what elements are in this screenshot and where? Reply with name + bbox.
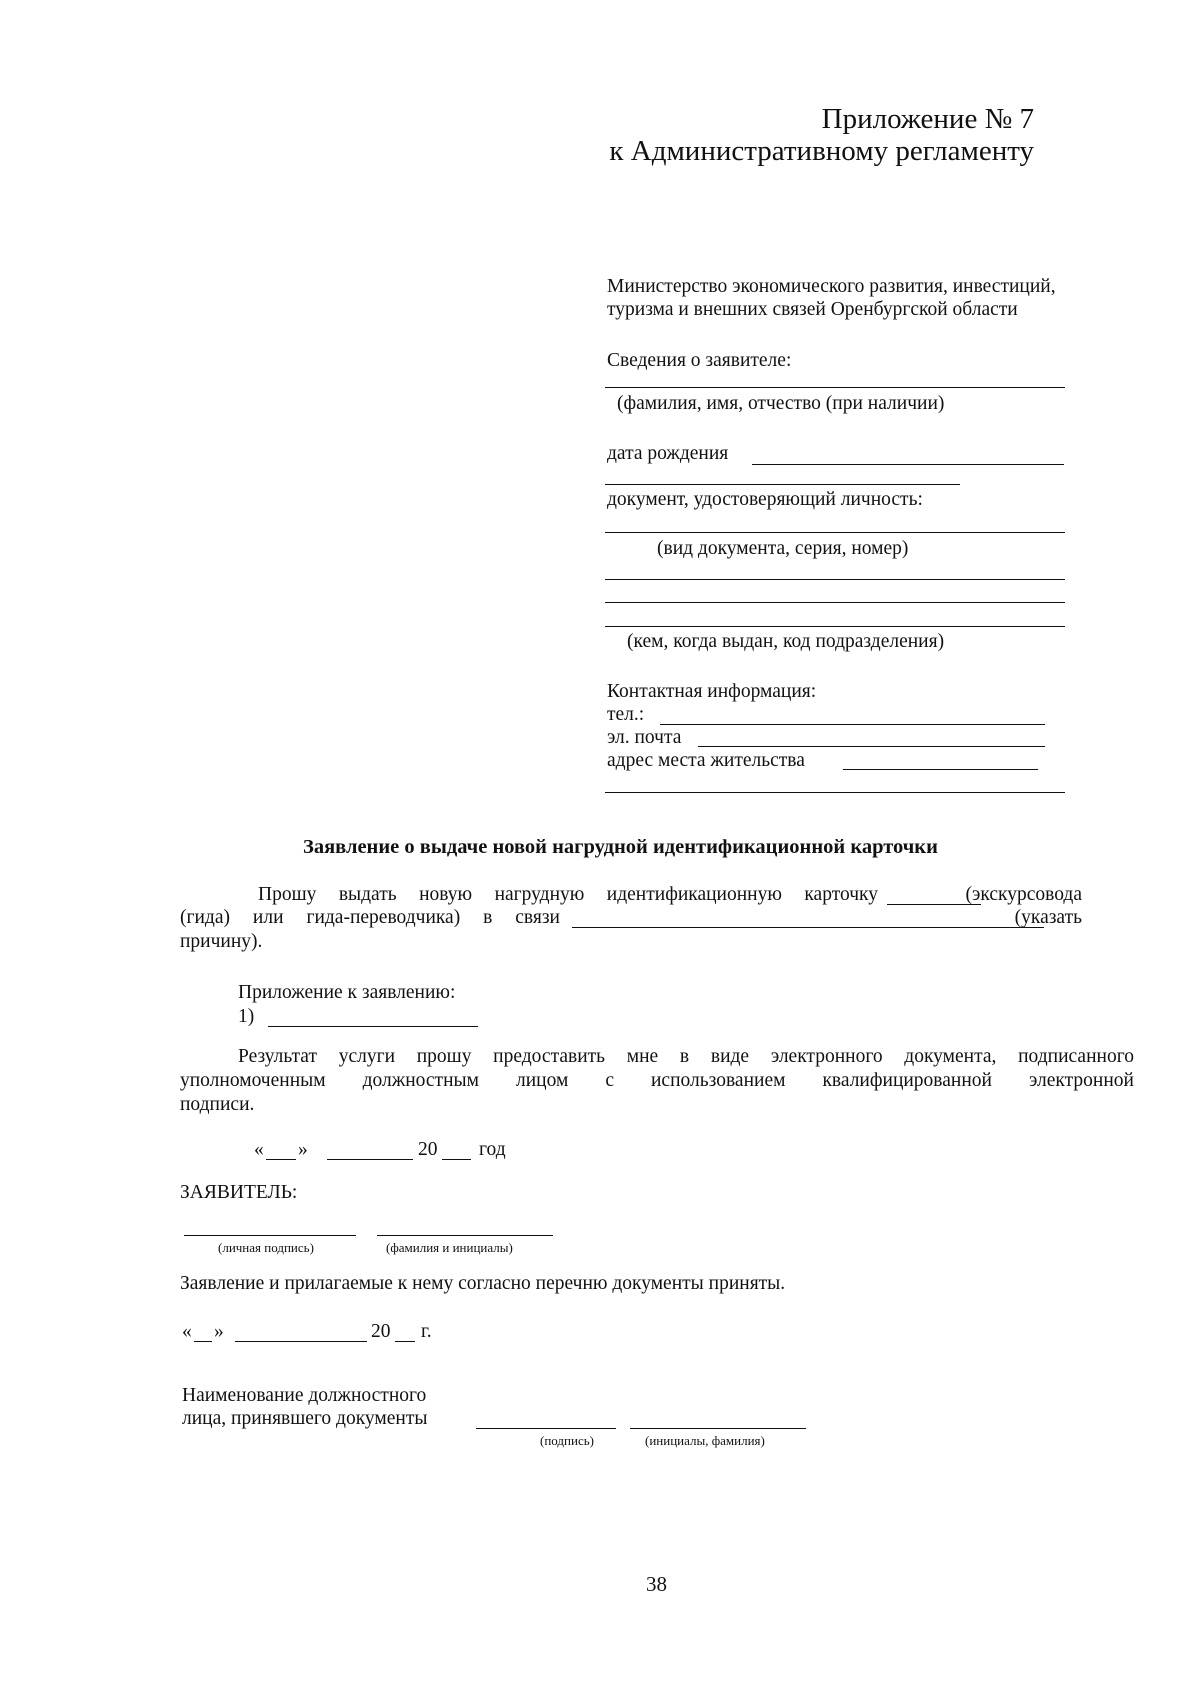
result-word: использованием [650, 1070, 786, 1091]
request-word: нагрудную [494, 884, 585, 905]
address-extra-line[interactable] [605, 792, 1065, 793]
request-word: Прошу [258, 884, 317, 905]
request-word: в [483, 907, 493, 928]
page-number: 38 [646, 1572, 667, 1596]
result-line-3: подписи. [180, 1094, 255, 1115]
official-signature-line[interactable] [476, 1428, 616, 1429]
request-line-1-tail: (экскурсовода [965, 884, 1082, 905]
issued-caption: (кем, когда выдан, код подразделения) [627, 631, 945, 652]
official-name-caption: (инициалы, фамилия) [645, 1433, 765, 1448]
request-word: или [252, 907, 284, 928]
official-title-line-1: Наименование должностного [182, 1385, 427, 1406]
date2-month-field-line[interactable] [235, 1341, 367, 1342]
result-word: Результат [238, 1046, 317, 1067]
request-word: связи [515, 907, 560, 928]
date2-year-suffix: г. [421, 1321, 432, 1342]
appendix-number: Приложение № 7 [821, 103, 1034, 135]
result-word: предоставить [493, 1046, 606, 1067]
result-word: электронной [1029, 1070, 1134, 1091]
date1-year-field-line[interactable] [442, 1159, 471, 1160]
official-signature-caption: (подпись) [540, 1433, 594, 1448]
request-word: (гида) [180, 907, 230, 928]
date1-day-field-line[interactable] [266, 1159, 296, 1160]
attachments-heading: Приложение к заявлению: [238, 982, 456, 1003]
result-word: в [679, 1046, 690, 1067]
name-field-line[interactable] [605, 387, 1065, 388]
official-name-line[interactable] [630, 1428, 806, 1429]
applicant-signature-line[interactable] [184, 1235, 356, 1236]
birth-date-extra-line[interactable] [605, 484, 960, 485]
birth-date-label: дата рождения [607, 443, 729, 464]
result-word: документа, [904, 1046, 997, 1067]
date2-day-field-line[interactable] [194, 1341, 212, 1342]
reason-field-line[interactable] [572, 927, 1044, 928]
application-title: Заявление о выдаче новой нагрудной идентификационной карточки [303, 836, 938, 858]
applicant-signer-label: ЗАЯВИТЕЛЬ: [180, 1182, 298, 1203]
official-title-line-2: лица, принявшего документы [182, 1408, 428, 1429]
date2-close-quote: » [214, 1321, 224, 1342]
date2-year-field-line[interactable] [395, 1341, 415, 1342]
issued-field-line-3[interactable] [605, 626, 1065, 627]
date2-open-quote: « [182, 1321, 192, 1342]
result-word: прошу [416, 1046, 472, 1067]
email-label: эл. почта [607, 727, 682, 748]
request-word: карточку [804, 884, 878, 905]
applicant-heading: Сведения о заявителе: [607, 350, 792, 371]
documents-accepted-statement: Заявление и прилагаемые к нему согласно перечню документы приняты. [180, 1273, 786, 1294]
address-field-line[interactable] [843, 769, 1038, 770]
result-word: с [605, 1070, 614, 1091]
result-word: подписанного [1018, 1046, 1134, 1067]
email-field-line[interactable] [698, 746, 1045, 747]
request-line-1-words [258, 884, 878, 906]
request-word: гида-переводчика) [306, 907, 461, 928]
date1-close-quote: » [298, 1139, 308, 1160]
date1-open-quote: « [254, 1139, 264, 1160]
applicant-name-line[interactable] [377, 1235, 553, 1236]
recipient-line-2: туризма и внешних связей Оренбургской области [607, 299, 1018, 320]
contacts-heading: Контактная информация: [607, 681, 817, 702]
result-line-1 [238, 1046, 1134, 1068]
request-word: выдать [338, 884, 397, 905]
regulation-reference: к Административному регламенту [609, 135, 1034, 167]
issued-field-line-2[interactable] [605, 602, 1065, 603]
birth-date-field-line[interactable] [752, 464, 1064, 465]
result-line-2 [180, 1070, 1134, 1092]
date1-year-suffix: год [479, 1139, 506, 1160]
attachment-item-field-line[interactable] [268, 1026, 478, 1027]
applicant-signature-caption: (личная подпись) [218, 1240, 314, 1255]
date2-year-prefix: 20 [371, 1321, 391, 1342]
recipient-line-1: Министерство экономического развития, инвестиций, [607, 276, 1056, 297]
request-word: новую [419, 884, 473, 905]
id-document-label: документ, удостоверяющий личность: [607, 489, 923, 510]
attachment-item-number: 1) [238, 1006, 255, 1027]
result-word: должностным [362, 1070, 479, 1091]
result-word: мне [626, 1046, 659, 1067]
result-word: электронного [770, 1046, 883, 1067]
result-word: уполномоченным [180, 1070, 326, 1091]
address-label: адрес места жительства [607, 750, 805, 771]
phone-label: тел.: [607, 704, 645, 725]
request-line-2-words [180, 907, 560, 929]
result-word: услуги [338, 1046, 396, 1067]
document-caption: (вид документа, серия, номер) [657, 538, 909, 559]
date1-month-field-line[interactable] [327, 1159, 413, 1160]
issued-field-line-1[interactable] [605, 579, 1065, 580]
name-caption: (фамилия, имя, отчество (при наличии) [617, 393, 945, 414]
phone-field-line[interactable] [660, 724, 1045, 725]
request-line-2-tail: (указать [1014, 907, 1082, 928]
result-word: лицом [515, 1070, 569, 1091]
result-word: квалифицированной [822, 1070, 992, 1091]
request-word: идентификационную [606, 884, 782, 905]
result-word: виде [710, 1046, 750, 1067]
date1-year-prefix: 20 [418, 1139, 438, 1160]
request-line-3: причину). [180, 931, 263, 952]
id-document-field-line[interactable] [605, 532, 1065, 533]
applicant-name-caption: (фамилия и инициалы) [386, 1240, 513, 1255]
